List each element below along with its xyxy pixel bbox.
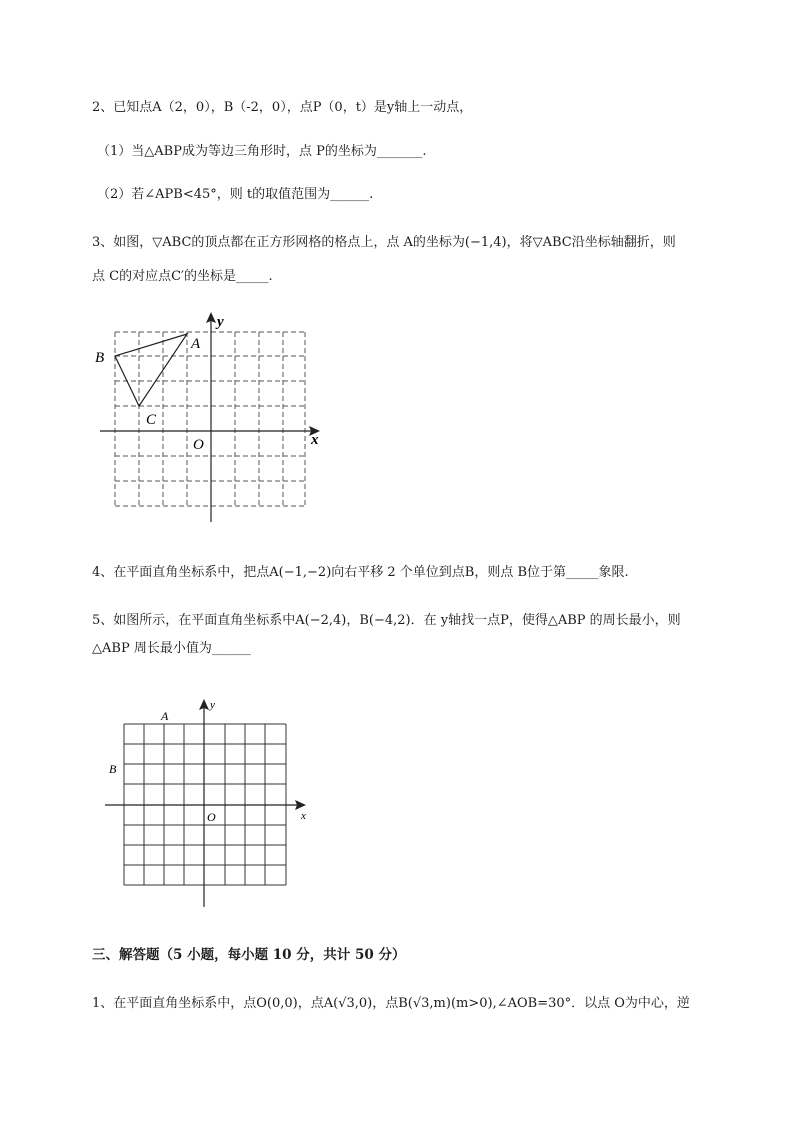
figure-triangle-grid	[90, 310, 330, 530]
label-b: B	[109, 762, 117, 776]
label-c: C	[146, 412, 157, 428]
figure-grid-ab	[100, 695, 320, 915]
triangle-abc	[115, 334, 187, 406]
q4-stem: 4、在平面直角坐标系中，把点A(−1,−2)向右平移 2 个单位到点B，则点 B位于第_____象限.	[92, 565, 629, 580]
label-origin: O	[193, 437, 204, 453]
q5-stem: 5、如图所示，在平面直角坐标系中A(−2,4)，B(−4,2)．在 y轴找一点P，使得△ABP 的周长最小，则	[92, 613, 681, 628]
label-a: A	[191, 336, 201, 352]
label-x: x	[301, 810, 306, 822]
q2-part2: （2）若∠APB<45°，则 t的取值范围为______.	[97, 187, 374, 202]
section-heading: 三、解答题（5 小题，每小题 10 分，共计 50 分）	[92, 947, 406, 963]
axes	[105, 707, 298, 907]
q2-stem: 2、已知点A（2，0），B（-2，0），点P（0，t）是y轴上一动点，	[92, 100, 473, 115]
q3-stem: 3、如图，▽ABC的顶点都在正方形网格的格点上，点 A的坐标为(−1,4)，将▽ABC沿坐标轴翻折，则	[92, 235, 676, 250]
q6-stem: 1、在平面直角坐标系中，点O(0,0)，点A(√3,0)，点B(√3,m)(m>0),∠AOB=30°．以点 O为中心，逆	[92, 996, 690, 1011]
label-y: y	[210, 699, 215, 711]
label-x: x	[311, 432, 319, 448]
dashed-grid	[115, 332, 305, 506]
label-origin: O	[207, 810, 216, 824]
q5-stem-cont: △ABP 周长最小值为______	[92, 641, 251, 656]
q3-stem-cont: 点 C的对应点C′的坐标是_____.	[92, 269, 273, 284]
q2-part1: （1）当△ABP成为等边三角形时，点 P的坐标为_______.	[97, 144, 427, 159]
label-b: B	[95, 350, 105, 366]
label-y: y	[217, 314, 224, 330]
label-a: A	[161, 709, 169, 723]
